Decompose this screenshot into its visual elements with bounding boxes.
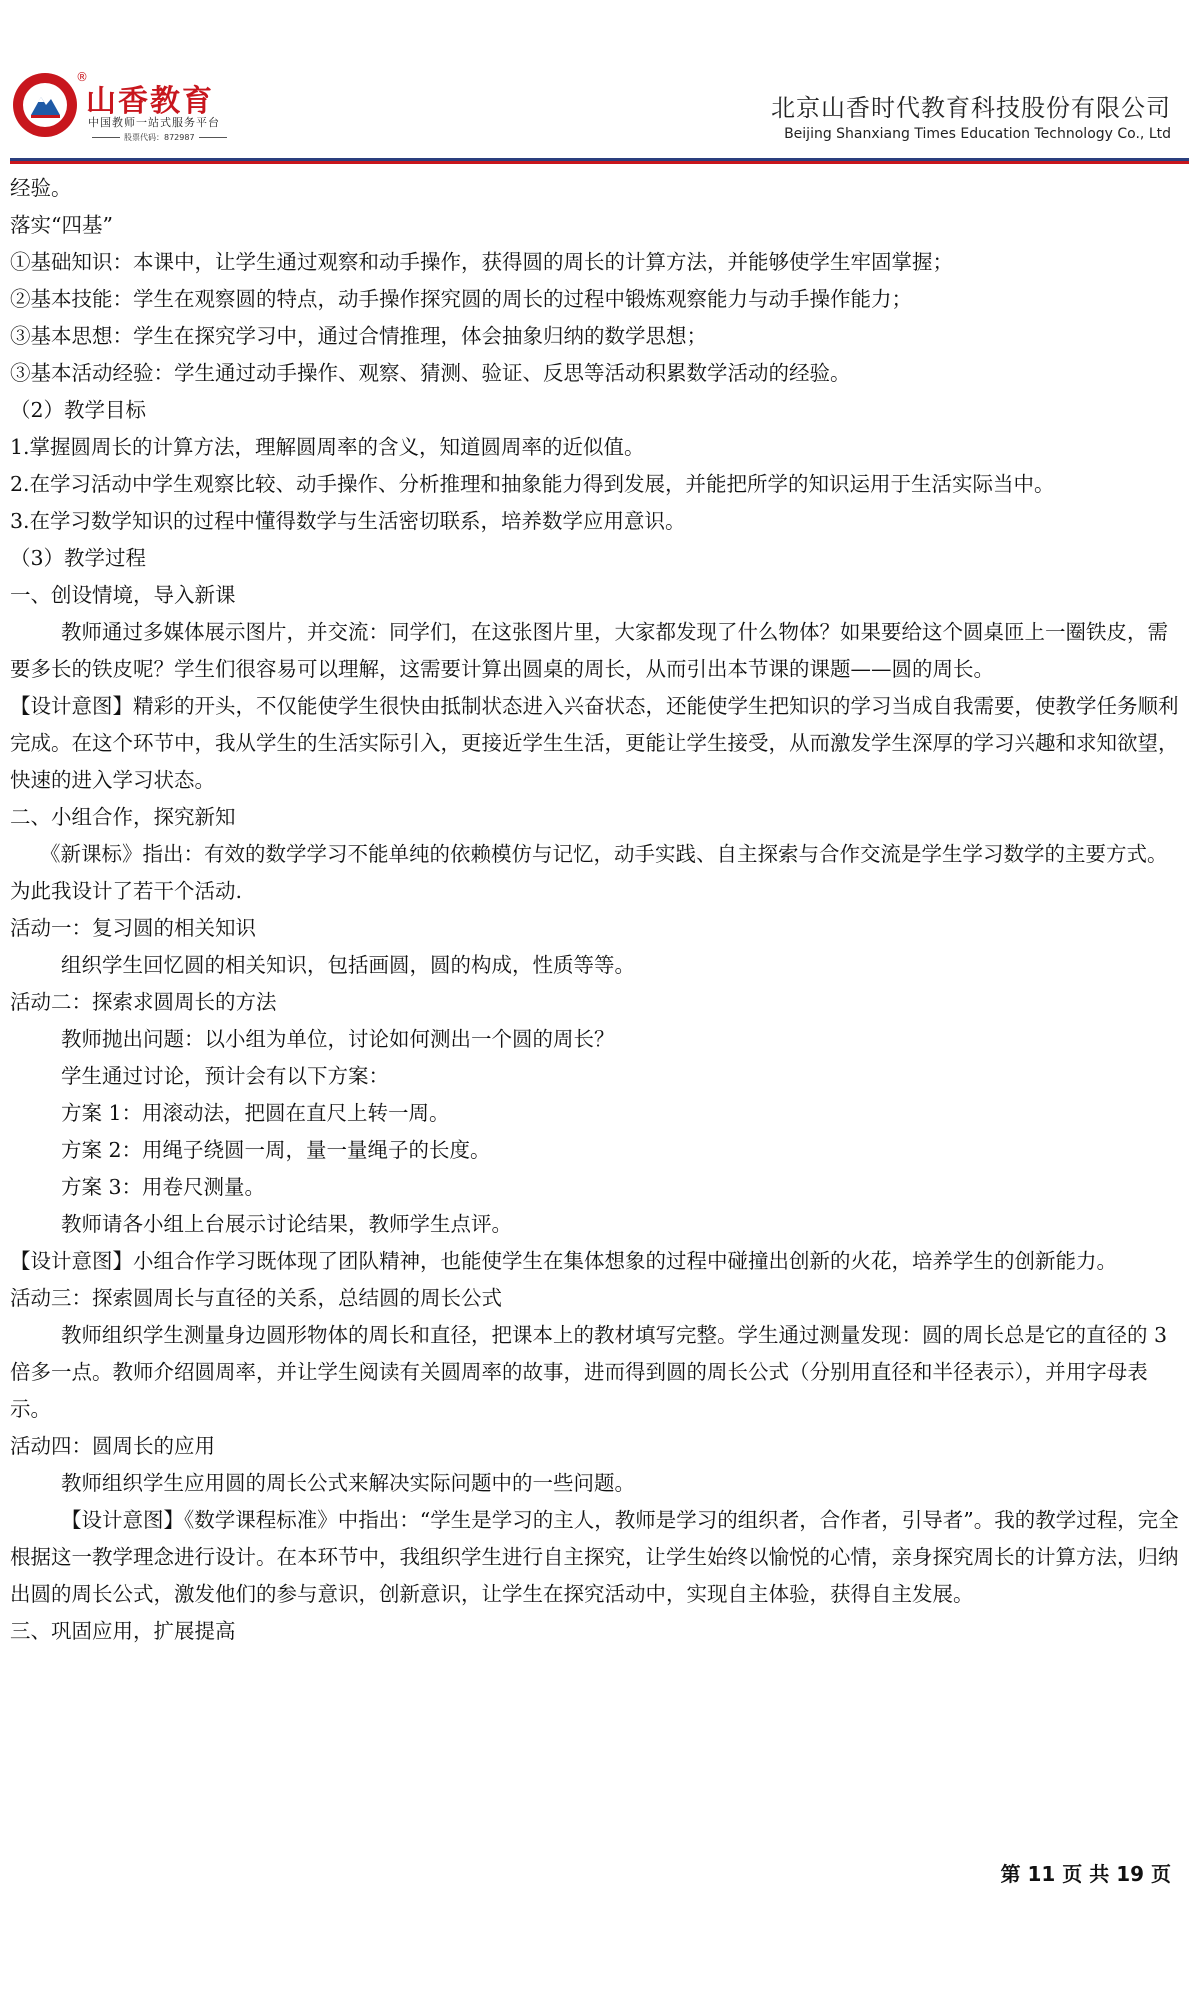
- section-heading: 二、小组合作，探究新知: [10, 805, 236, 829]
- activity-heading: 活动三：探索圆周长与直径的关系，总结圆的周长公式: [10, 1286, 502, 1310]
- stock-code-text: 股票代码：872987: [124, 133, 195, 142]
- section-heading: 一、创设情境，导入新课: [10, 583, 236, 607]
- paragraph: 教师请各小组上台展示讨论结果，教师学生点评。: [61, 1212, 512, 1236]
- list-item: ③基本活动经验：学生通过动手操作、观察、猜测、验证、反思等活动积累数学活动的经验。: [10, 361, 851, 385]
- section-heading: 落实“四基”: [10, 213, 113, 237]
- page-header: [0, 0, 1189, 160]
- list-item: ①基础知识：本课中，让学生通过观察和动手操作，获得圆的周长的计算方法，并能够使学生牢固掌握；: [10, 250, 953, 274]
- activity-heading: 活动二：探索求圆周长的方法: [10, 990, 277, 1014]
- design-intent-paragraph: 【设计意图】《数学课程标准》中指出：“学生是学习的主人，教师是学习的组织者，合作者，引导者”。我的教学过程，完全根据这一教学理念进行设计。在本环节中，我组织学生进行自主探究，让学生始终以愉悦的心情，亲身探究周长的计算方法，归纳出圆的周长公式，激发他们的参与意识，创新意识，让学生在探究活动中，实现自主体验，获得自主发展。: [10, 1508, 1179, 1606]
- list-item: 1.掌握圆周长的计算方法，理解圆周率的含义，知道圆周率的近似值。: [10, 435, 645, 459]
- list-item: 3.在学习数学知识的过程中懂得数学与生活密切联系，培养数学应用意识。: [10, 509, 686, 533]
- design-intent-paragraph: 【设计意图】小组合作学习既体现了团队精神，也能使学生在集体想象的过程中碰撞出创新的火花，培养学生的创新能力。: [10, 1249, 1117, 1273]
- list-item: ③基本思想：学生在探究学习中，通过合情推理，体会抽象归纳的数学思想；: [10, 324, 707, 348]
- company-name-en: Beijing Shanxiang Times Education Technology Co., Ltd: [784, 126, 1171, 142]
- paragraph: 《新课标》指出：有效的数学学习不能单纯的依赖模仿与记忆，动手实践、自主探索与合作交流是学生学习数学的主要方式。为此我设计了若干个活动.: [10, 842, 1168, 903]
- section-heading: （2）教学目标: [10, 398, 147, 422]
- plan-item: 方案 3：用卷尺测量。: [61, 1175, 266, 1199]
- paragraph: 教师抛出问题：以小组为单位，讨论如何测出一个圆的周长？: [61, 1027, 615, 1051]
- registered-mark: ®: [76, 70, 88, 84]
- section-heading: 三、巩固应用，扩展提高: [10, 1619, 236, 1643]
- paragraph: 学生通过讨论，预计会有以下方案：: [61, 1064, 389, 1088]
- activity-heading: 活动一：复习圆的相关知识: [10, 916, 256, 940]
- company-name-cn: 北京山香时代教育科技股份有限公司: [771, 94, 1171, 122]
- paragraph: 教师组织学生应用圆的周长公式来解决实际问题中的一些问题。: [61, 1471, 635, 1495]
- section-heading: （3）教学过程: [10, 546, 147, 570]
- paragraph: 教师通过多媒体展示图片，并交流：同学们，在这张图片里，大家都发现了什么物体？如果要给这个圆桌匝上一圈铁皮，需要多长的铁皮呢？学生们很容易可以理解，这需要计算出圆桌的周长，从而引出本节课的课题——圆的周长。: [10, 620, 1168, 681]
- page-number: 第 11 页 共 19 页: [1000, 1862, 1171, 1886]
- paragraph: 经验。: [10, 176, 72, 200]
- paragraph: 组织学生回忆圆的相关知识，包括画圆，圆的构成，性质等等。: [61, 953, 635, 977]
- activity-heading: 活动四：圆周长的应用: [10, 1434, 215, 1458]
- list-item: 2.在学习活动中学生观察比较、动手操作、分析推理和抽象能力得到发展，并能把所学的知识运用于生活实际当中。: [10, 472, 1055, 496]
- list-item: ②基本技能：学生在观察圆的特点，动手操作探究圆的周长的过程中锻炼观察能力与动手操作能力；: [10, 287, 912, 311]
- paragraph: 教师组织学生测量身边圆形物体的周长和直径，把课本上的教材填写完整。学生通过测量发现：圆的周长总是它的直径的 3 倍多一点。教师介绍圆周率，并让学生阅读有关圆周率的故事，进而得到圆的周长公式（分别用直径和半径表示），并用字母表示。: [10, 1323, 1168, 1421]
- plan-item: 方案 1：用滚动法，把圆在直尺上转一周。: [61, 1101, 450, 1125]
- shanxiang-logo-icon: [13, 73, 77, 137]
- plan-item: 方案 2：用绳子绕圆一周，量一量绳子的长度。: [61, 1138, 491, 1162]
- document-body: [10, 170, 1180, 1650]
- header-divider-red: [10, 161, 1189, 164]
- brand-tagline: 中国教师一站式服务平台: [88, 116, 220, 129]
- design-intent-paragraph: 【设计意图】精彩的开头，不仅能使学生很快由抵制状态进入兴奋状态，还能使学生把知识的学习当成自我需要，使教学任务顺利完成。在这个环节中，我从学生的生活实际引入，更接近学生生活，更能让学生接受，从而激发学生深厚的学习兴趣和求知欲望，快速的进入学习状态。: [10, 694, 1179, 792]
- brand-name: 山香教育: [86, 84, 214, 119]
- brand-stock-code: [88, 132, 231, 143]
